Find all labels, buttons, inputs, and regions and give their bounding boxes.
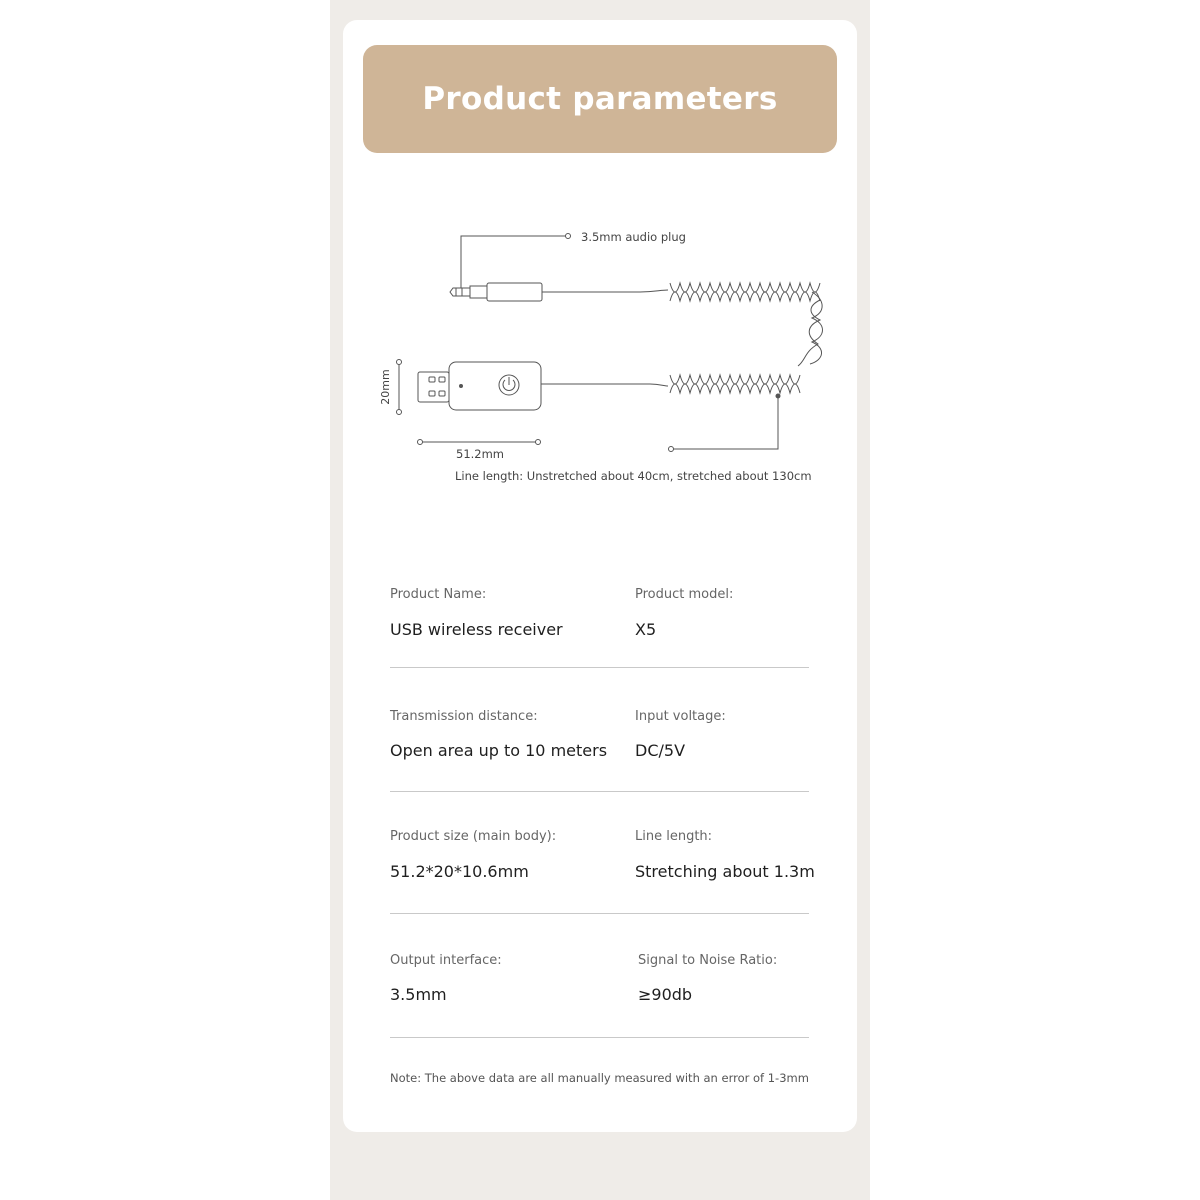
page-title: Product parameters <box>422 81 778 117</box>
output-interface-value: 3.5mm <box>390 985 447 1004</box>
line-length-note: Line length: Unstretched about 40cm, stretched about 130cm <box>455 469 812 483</box>
usb-connector-icon <box>418 372 449 402</box>
line-length-callout <box>672 396 778 449</box>
width-label: 51.2mm <box>456 447 505 461</box>
divider <box>390 791 809 792</box>
product-model-label: Product model: <box>635 587 734 602</box>
output-interface-label: Output interface: <box>390 953 502 968</box>
cable-bottom <box>541 384 668 386</box>
plug-label: 3.5mm audio plug <box>581 230 686 244</box>
coil-top <box>670 283 820 301</box>
transmission-value: Open area up to 10 meters <box>390 741 608 760</box>
audio-plug-icon <box>450 283 542 301</box>
height-label: 20mm <box>379 369 392 405</box>
divider <box>390 1037 809 1038</box>
product-model-value: X5 <box>635 620 657 639</box>
product-name-value: USB wireless receiver <box>390 620 563 639</box>
size-label: Product size (main body): <box>390 829 557 844</box>
snr-label: Signal to Noise Ratio: <box>638 953 778 968</box>
measurement-note: Note: The above data are all manually measured with an error of 1-3mm <box>390 1071 809 1085</box>
divider <box>390 913 809 914</box>
coil-bottom <box>670 375 800 393</box>
product-name-label: Product Name: <box>390 587 487 602</box>
line-length-label: Line length: <box>635 829 713 844</box>
transmission-label: Transmission distance: <box>390 709 538 724</box>
divider <box>390 667 809 668</box>
size-value: 51.2*20*10.6mm <box>390 862 529 881</box>
input-voltage-value: DC/5V <box>635 741 686 760</box>
coil-right <box>798 292 823 366</box>
input-voltage-label: Input voltage: <box>635 709 726 724</box>
snr-value: ≥90db <box>638 985 693 1004</box>
led-indicator <box>460 385 463 388</box>
line-length-value: Stretching about 1.3m <box>635 862 815 881</box>
plug-callout-dot <box>566 234 571 239</box>
cable-top <box>542 290 668 292</box>
